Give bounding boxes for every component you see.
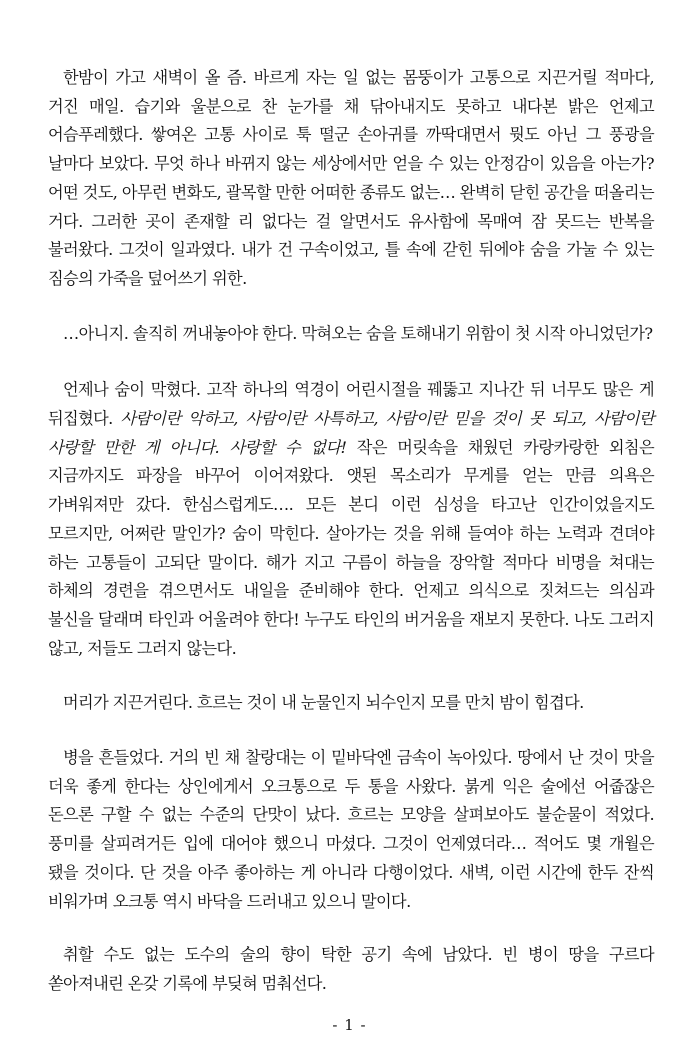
paragraph-5 (48, 744, 654, 916)
paragraph-3-italic-quote: 사람이란 악하고, 사람이란 사특하고, 사람이란 믿을 것이 못 되고, 사람이란 사랑할 만한 게 아니다. 사랑할 수 없다! (48, 409, 654, 457)
paragraph-1-text: 한밤이 가고 새벽이 올 즘. 바르게 자는 일 없는 몸뚱이가 고통으로 지끈거릴 적마다, 거진 매일. 습기와 울분으로 찬 눈가를 채 닦아내지도 못하고 내다본 밝은 언제고 어슴푸레했다. 쌓여온 고통 사이로 툭 떨군 손아귀를 까딱대면서 뭣도 아닌 그 풍광을 날마다 보았다. 무엇 하나 바뀌지 않는 세상에서만 얻을 수 있는 안정감이 있음을 아는가? 어떤 것도, 아무런 변화도, 괄목할 만한 어떠한 종류도 없는… 완벽히 닫힌 공간을 떠올리는 거다. 그러한 곳이 존재할 리 없다는 걸 알면서도 유사함에 목매여 잠 못드는 반복을 불러왔다. 그것이 일과였다. 내가 건 구속이었고, 틀 속에 갇힌 뒤에야 숨을 가눌 수 있는 짐승의 가죽을 덮어쓰기 위한. (48, 68, 654, 288)
paragraph-3-text-start: 언제나 숨이 막혔다. 고작 하나의 역경이 어린시절을 꿰뚫고 지나간 뒤 너무도 많은 게 뒤집혔다. (48, 380, 654, 429)
paragraph-3-text-end: 작은 머릿속을 채웠던 카랑카랑한 외침은 지금까지도 파장을 바꾸어 이어져왔다. 앳된 목소리가 무게를 얻는 만큼 의욕은 가벼워져만 갔다. 한심스럽게도…. 모든 본디 이런 심성을 타고난 인간이었을지도 모르지만, 어쩌란 말인가? 숨이 막힌다. 살아가는 것을 위해 들여야 하는 노력과 견뎌야 하는 고통들이 고되단 말이다. 해가 지고 구름이 하늘을 장악할 적마다 비명을 쳐대는 하체의 경련을 겪으면서도 내일을 준비해야 한다. 언제고 의식으로 짓쳐드는 의심과 불신을 달래며 타인과 어울려야 한다! 누구도 타인의 버거움을 재보지 못한다. 나도 그러지 않고, 저들도 그러지 않는다. (48, 437, 655, 658)
paragraph-5-text: 병을 흔들었다. 거의 빈 채 찰랑대는 이 밑바닥엔 금속이 녹아있다. 땅에서 난 것이 맛을 더욱 좋게 한다는 상인에게서 오크통으로 두 통을 사왔다. 붉게 익은 술에선 어줍잖은 돈으론 구할 수 없는 수준의 단맛이 났다. 흐르는 모양을 살펴보아도 불순물이 적었다. 풍미를 살피려거든 입에 대어야 했으니 마셨다. 그것이 언제였더라… 적어도 몇 개월은 됐을 것이다. 단 것을 아주 좋아하는 게 아니라 다행이었다. 새벽, 이런 시간에 한두 잔씩 비워가며 오크통 역시 바닥을 드러내고 있으니 말이다. (48, 748, 654, 911)
paragraph-4 (48, 689, 654, 718)
paragraph-3 (48, 376, 654, 663)
paragraph-1 (48, 64, 654, 294)
page-number: - 1 - (332, 1016, 367, 1034)
paragraph-2-text: …아니지. 솔직히 꺼내놓아야 한다. 막혀오는 숨을 토해내기 위함이 첫 시작 아니었던가? (63, 323, 653, 343)
paragraph-2 (48, 320, 654, 349)
paragraph-4-text: 머리가 지끈거린다. 흐르는 것이 내 눈물인지 뇌수인지 모를 만치 밤이 힘겹다. (63, 693, 584, 713)
paragraph-6-text: 취할 수도 없는 도수의 술의 향이 탁한 공기 속에 남았다. 빈 병이 땅을 구르다 쏟아져내린 온갖 기록에 부딪혀 멈춰선다. (48, 945, 654, 993)
body-text (48, 64, 654, 1025)
paragraph-6 (48, 941, 654, 998)
